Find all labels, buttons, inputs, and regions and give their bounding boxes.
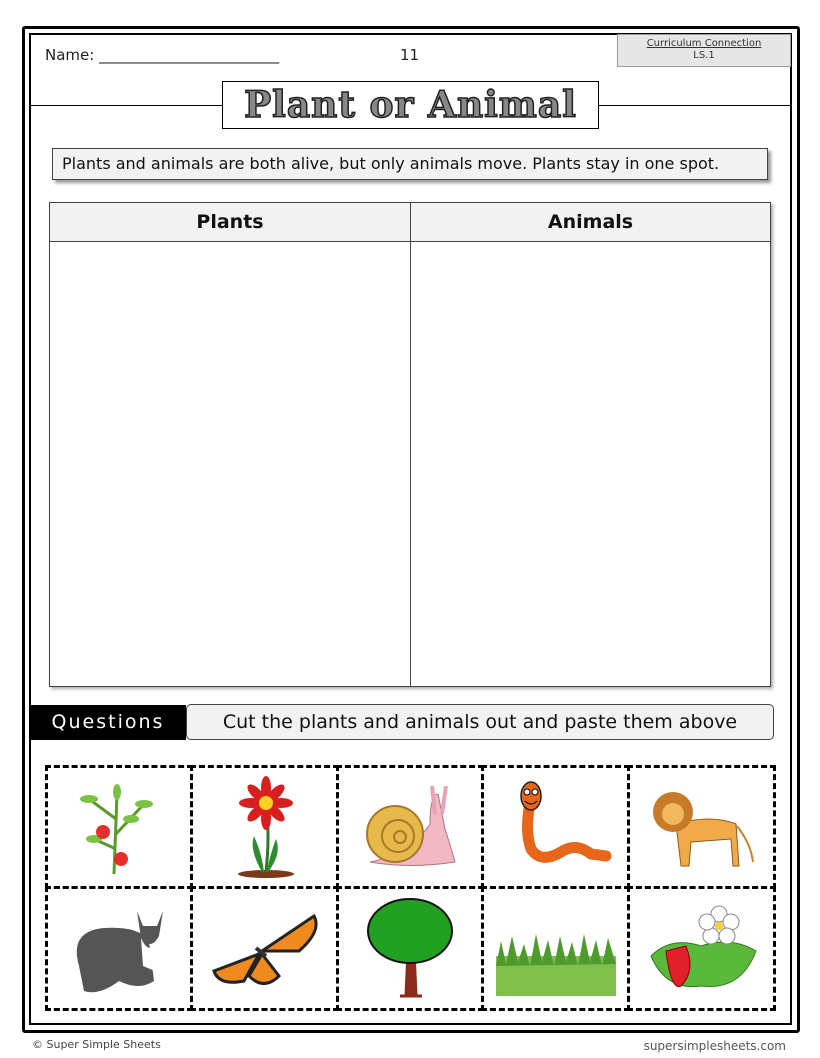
name-field[interactable]: Name: ________________________ (45, 46, 280, 64)
column-divider (410, 203, 411, 686)
cat-icon (59, 896, 179, 1001)
lion-icon (641, 774, 761, 879)
curriculum-label: Curriculum Connection (646, 38, 762, 49)
cutout-tree[interactable] (336, 886, 485, 1011)
cutout-butterfly[interactable] (190, 886, 339, 1011)
curriculum-connection-box (617, 34, 791, 67)
questions-instruction: Cut the plants and animals out and paste them above (186, 704, 774, 740)
cutout-grass[interactable] (481, 886, 630, 1011)
animals-header: Animals (411, 203, 770, 242)
worm-icon (496, 774, 616, 879)
footer-website[interactable]: supersimplesheets.com (643, 1039, 786, 1053)
tree-icon (350, 896, 470, 1001)
cutout-tomato-plant[interactable] (45, 765, 194, 890)
cutout-grid (46, 766, 774, 1009)
butterfly-icon (204, 896, 324, 1001)
info-box: Plants and animals are both alive, but only animals move. Plants stay in one spot. (52, 148, 768, 180)
cutout-worm[interactable] (481, 765, 630, 890)
tomato-plant-icon (59, 774, 179, 879)
curriculum-code: LS.1 (693, 50, 715, 61)
snail-icon (350, 774, 470, 879)
flower-icon (204, 774, 324, 879)
footer-copyright: © Super Simple Sheets (32, 1038, 161, 1051)
page-title: Plant or Animal (222, 81, 599, 129)
sort-table (49, 202, 771, 687)
cutout-strawberry-plant[interactable] (627, 886, 776, 1011)
page-number: 11 (400, 46, 420, 64)
cutout-lion[interactable] (627, 765, 776, 890)
cutout-snail[interactable] (336, 765, 485, 890)
strawberry-plant-icon (641, 896, 761, 1001)
plants-header: Plants (50, 203, 410, 242)
grass-icon (496, 896, 616, 1001)
cutout-flower[interactable] (190, 765, 339, 890)
questions-label: Questions (30, 705, 186, 740)
cutout-cat[interactable] (45, 886, 194, 1011)
